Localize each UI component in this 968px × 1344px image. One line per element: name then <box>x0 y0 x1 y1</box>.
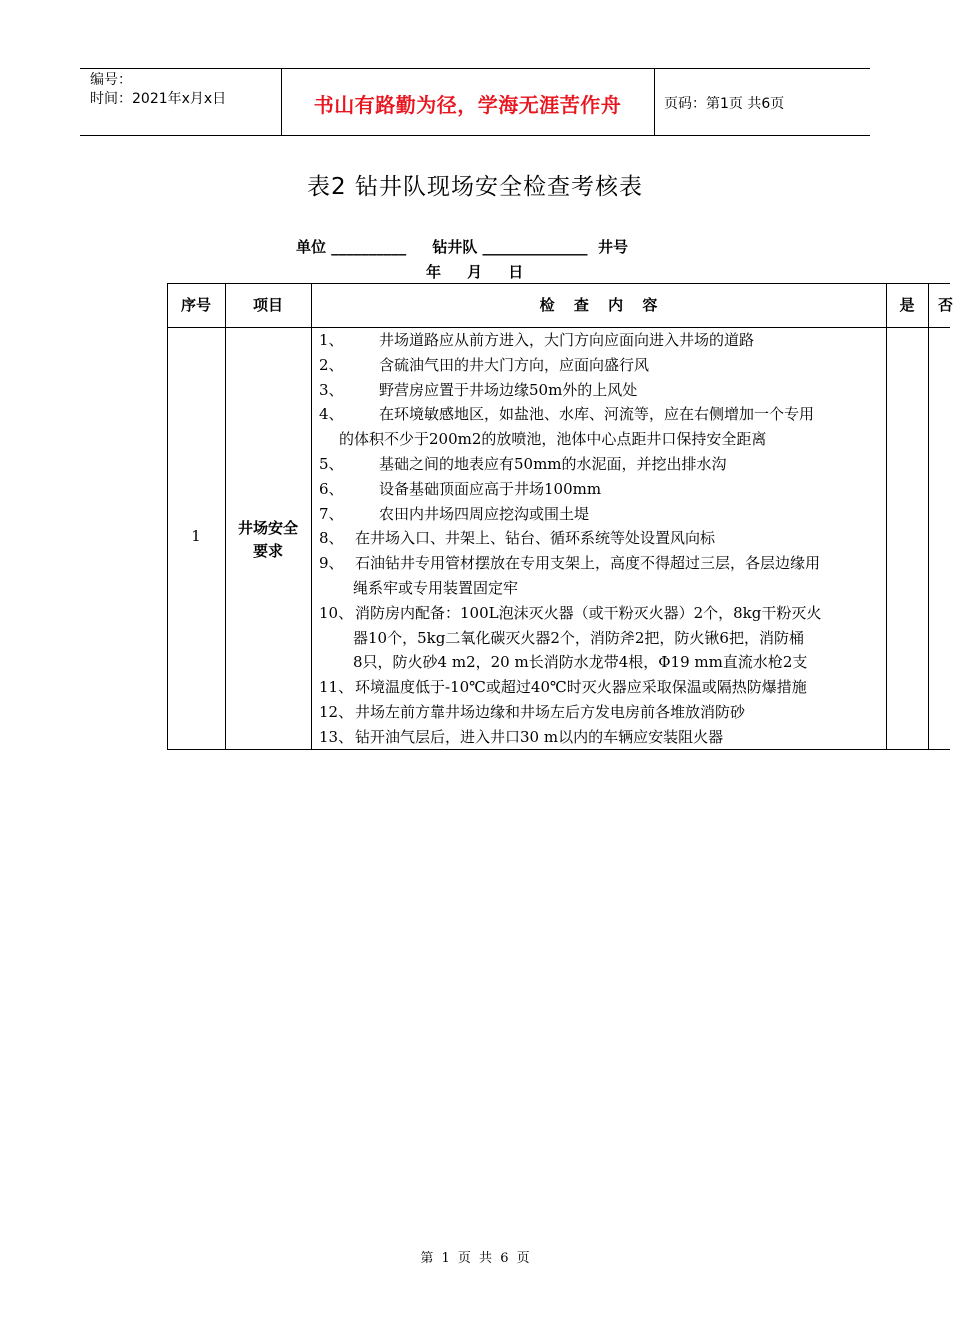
header-page-info: 页码：第1页 共6页 <box>664 96 785 112</box>
list-item <box>319 378 879 403</box>
item-number: 12、 <box>319 702 354 721</box>
item-number: 7、 <box>319 504 344 523</box>
col-header-num: 序号 <box>180 296 211 314</box>
item-text: 在井场入口、井架上、钻台、循环系统等处设置风向标 <box>355 529 716 548</box>
table-rule <box>311 283 312 750</box>
list-item <box>319 675 879 700</box>
item-number: 11、 <box>319 678 354 697</box>
item-number: 8、 <box>319 529 344 548</box>
item-text: 消防房内配备：100L泡沫灭火器（或干粉灭火器）2个，8kg干粉灭火 <box>355 603 822 622</box>
list-item <box>319 402 879 427</box>
list-item <box>319 353 879 378</box>
item-text: 野营房应置于井场边缘50m外的上风处 <box>379 380 638 399</box>
item-continuation: 器10个，5kg二氧化碳灭火器2个，消防斧2把，防火锹6把，消防桶 <box>353 628 804 647</box>
item-number: 1、 <box>319 331 344 349</box>
list-item <box>319 452 879 477</box>
check-content-list <box>319 328 879 750</box>
item-text: 含硫油气田的井大门方向，应面向盛行风 <box>379 355 650 374</box>
list-item <box>319 725 879 750</box>
item-text: 钻开油气层后，进入井口30 m以内的车辆应安装阻火器 <box>355 727 724 746</box>
list-item <box>319 477 879 502</box>
table-rule <box>167 283 168 750</box>
item-text: 环境温度低于-10℃或超过40℃时灭火器应采取保温或隔热防爆措施 <box>355 678 807 697</box>
list-item <box>319 551 879 576</box>
item-continuation: 绳系牢或专用装置固定牢 <box>353 578 519 597</box>
item-text: 井场道路应从前方进入，大门方向应面向进入井场的道路 <box>379 331 755 349</box>
item-number: 9、 <box>319 554 344 573</box>
list-item <box>319 700 879 725</box>
item-text: 设备基础顶面应高于井场100mm <box>379 479 602 498</box>
table-rule <box>886 283 887 750</box>
header-motto: 书山有路勤为径，学海无涯苦作舟 <box>313 93 622 117</box>
col-header-content: 检 查 内 容 <box>539 296 658 314</box>
item-text: 农田内井场四周应挖沟或围土堤 <box>379 504 590 523</box>
header-divider <box>654 69 655 135</box>
info-line-unit: 单位 __________ 钻井队 ______________ 井号 <box>296 238 629 256</box>
list-item <box>319 526 879 551</box>
item-continuation: 的体积不少于200m2的放喷池，池体中心点距井口保持安全距离 <box>339 430 767 449</box>
item-number: 2、 <box>319 355 344 374</box>
list-item <box>319 502 879 527</box>
list-item <box>319 328 879 353</box>
item-number: 6、 <box>319 479 344 498</box>
col-header-yes: 是 <box>899 296 915 314</box>
item-text: 基础之间的地表应有50mm的水泥面，并挖出排水沟 <box>379 454 727 473</box>
item-continuation: 8只，防火砂4 m2，20 m长消防水龙带4根，Φ19 mm直流水枪2支 <box>353 653 808 672</box>
item-text: 石油钻井专用管材摆放在专用支架上，高度不得超过三层，各层边缘用 <box>355 554 821 573</box>
number-label: 编号： <box>90 72 132 88</box>
item-text: 井场左前方靠井场边缘和井场左后方发电房前各堆放消防砂 <box>355 702 746 721</box>
time-label: 时间：2021年x月x日 <box>90 91 227 107</box>
row-project <box>225 517 311 563</box>
item-number: 3、 <box>319 380 344 399</box>
item-number: 4、 <box>319 405 344 424</box>
col-header-project: 项目 <box>252 296 283 314</box>
item-number: 10、 <box>319 603 354 622</box>
table-rule <box>928 283 929 750</box>
list-item <box>319 601 879 626</box>
document-header <box>80 68 870 136</box>
item-text: 在环境敏感地区，如盐池、水库、河流等，应在右侧增加一个专用 <box>379 405 815 424</box>
item-number: 13、 <box>319 727 354 746</box>
col-header-no: 否 <box>938 296 954 314</box>
header-meta <box>90 71 226 109</box>
item-number: 5、 <box>319 454 344 473</box>
row-number: 1 <box>191 527 201 545</box>
page-footer: 第 1 页 共 6 页 <box>420 1251 530 1266</box>
row-project-text: 井场安全要求 <box>237 519 298 560</box>
document-title: 表2 钻井队现场安全检查考核表 <box>307 174 643 200</box>
info-line-date: 年 月 日 <box>426 263 524 281</box>
